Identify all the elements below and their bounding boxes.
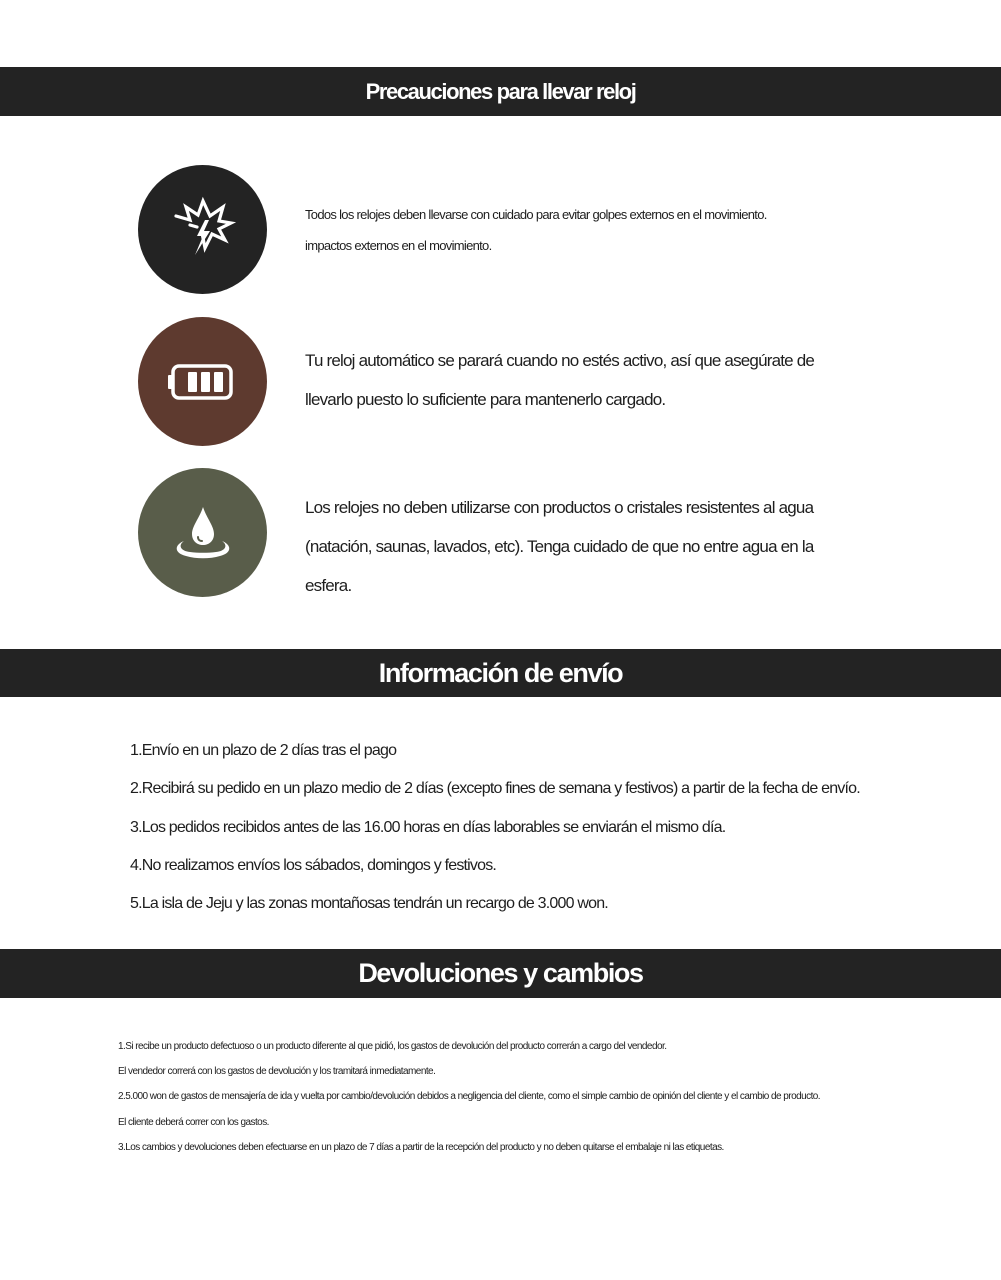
water-text-line-1: Los relojes no deben utilizarse con productos o cristales resistentes al agua bbox=[305, 498, 814, 517]
shipping-item: 3.Los pedidos recibidos antes de las 16.00 horas en días laborables se enviarán el mismo día. bbox=[130, 818, 726, 836]
shipping-section-title: Información de envío bbox=[0, 649, 1001, 697]
shipping-info-list bbox=[130, 732, 860, 923]
impact-icon bbox=[168, 195, 238, 265]
shipping-item: 5.La isla de Jeju y las zonas montañosas tendrán un recargo de 3.000 won. bbox=[130, 895, 608, 913]
battery-text-line-1: Tu reloj automático se parará cuando no estés activo, así que asegúrate de bbox=[305, 351, 815, 370]
returns-info-list bbox=[118, 1034, 820, 1160]
returns-item: 2.5.000 won de gastos de mensajería de ida y vuelta por cambio/devolución debidos a negligencia del cliente, como el simple cambio de opinión del cliente y el cambio de producto. bbox=[118, 1091, 821, 1103]
returns-section-title: Devoluciones y cambios bbox=[0, 949, 1001, 998]
returns-item: El vendedor correrá con los gastos de devolución y los tramitará inmediatamente. bbox=[118, 1066, 436, 1078]
water-precaution-text bbox=[305, 488, 865, 605]
precautions-section-title: Precauciones para llevar reloj bbox=[0, 67, 1001, 116]
shipping-item: 1.Envío en un plazo de 2 días tras el pago bbox=[130, 742, 397, 759]
water-text-line-2: (natación, saunas, lavados, etc). Tenga cuidado de que no entre agua en la bbox=[305, 537, 814, 556]
water-drop-icon bbox=[168, 501, 238, 565]
returns-item: 1.Si recibe un producto defectuoso o un producto diferente al que pidió, los gastos de devolución del producto correrán a cargo del vendedor. bbox=[118, 1041, 667, 1052]
impact-precaution-text bbox=[305, 199, 865, 261]
water-text-line-3: esfera. bbox=[305, 576, 352, 595]
impact-icon-badge bbox=[138, 165, 267, 294]
shipping-item: 2.Recibirá su pedido en un plazo medio de 2 días (excepto fines de semana y festivos) a partir de la fecha de envío. bbox=[130, 780, 860, 798]
battery-precaution-text bbox=[305, 341, 865, 419]
battery-icon bbox=[168, 362, 238, 402]
returns-item: El cliente deberá correr con los gastos. bbox=[118, 1116, 269, 1128]
impact-text-line-1: Todos los relojes deben llevarse con cuidado para evitar golpes externos en el movimiento. bbox=[305, 207, 767, 222]
returns-item: 3.Los cambios y devoluciones deben efectuarse en un plazo de 7 días a partir de la recepción del producto y no deben quitarse el embalaje ni las etiquetas. bbox=[118, 1141, 724, 1153]
battery-text-line-2: llevarlo puesto lo suficiente para mantenerlo cargado. bbox=[305, 390, 666, 409]
impact-text-line-2: impactos externos en el movimiento. bbox=[305, 238, 492, 253]
water-icon-badge bbox=[138, 468, 267, 597]
shipping-item: 4.No realizamos envíos los sábados, domingos y festivos. bbox=[130, 856, 497, 874]
battery-icon-badge bbox=[138, 317, 267, 446]
